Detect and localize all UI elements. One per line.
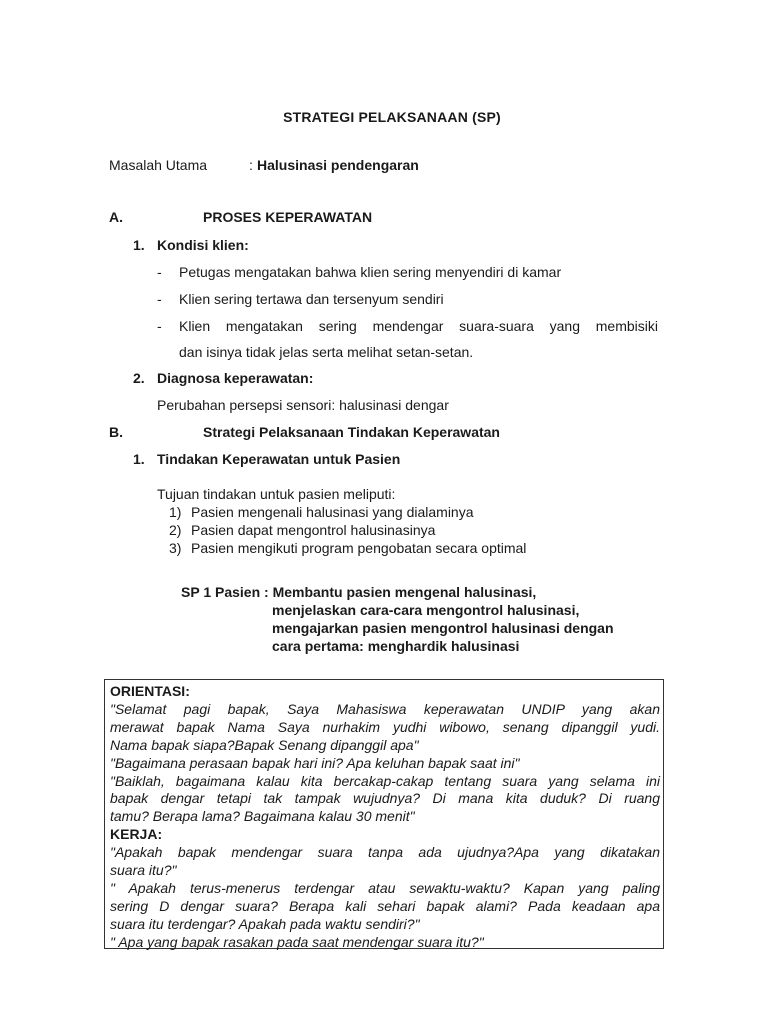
b1-number: 1. <box>133 451 145 467</box>
bullet-text-continuation: dan isinya tidak jelas serta melihat setan-setan. <box>179 344 474 360</box>
kerja-line: suara itu terdengar? Apakah pada waktu sendiri?" <box>110 915 420 932</box>
kerja-line: "Apakah bapak mendengar suara tanpa ada ujudnya?Apa yang dikatakan <box>110 844 660 861</box>
section-a-heading: PROSES KEPERAWATAN <box>203 209 373 225</box>
orientasi-label: ORIENTASI: <box>110 683 190 699</box>
orientasi-line: Nama bapak siapa?Bapak Senang dipanggil apa" <box>110 736 419 753</box>
section-b-letter: B. <box>109 424 123 440</box>
goal-number: 3) <box>169 540 182 556</box>
document-title: STRATEGI PELAKSANAAN (SP) <box>283 109 501 125</box>
masalah-separator: : <box>249 157 253 173</box>
dialog-box <box>104 679 664 949</box>
orientasi-line: merawat bapak Nama Saya nurhakim yudhi wibowo, senang dipanggil yudi. <box>110 718 660 735</box>
orientasi-line: tamu? Berapa lama? Bagaimana kalau 30 menit" <box>110 808 415 825</box>
bullet-text: Klien sering tertawa dan tersenyum sendiri <box>179 291 444 307</box>
kerja-line: " Apakah terus-menerus terdengar atau sewaktu-waktu? Kapan yang paling <box>110 879 660 896</box>
a2-number: 2. <box>133 370 145 386</box>
kerja-line: sering D dengar suara? Berapa kali sehari bapak alami? Pada keadaan apa <box>110 897 660 914</box>
goal-text: Pasien mengikuti program pengobatan secara optimal <box>191 540 527 556</box>
goal-text: Pasien dapat mengontrol halusinasinya <box>191 522 436 538</box>
orientasi-line: "Selamat pagi bapak, Saya Mahasiswa keperawatan UNDIP yang akan <box>110 700 660 717</box>
orientasi-line: "Bagaimana perasaan bapak hari ini? Apa keluhan bapak saat ini" <box>110 754 520 771</box>
goal-text: Pasien mengenali halusinasi yang dialaminya <box>191 504 474 520</box>
a2-label: Diagnosa keperawatan: <box>157 370 314 386</box>
a1-label: Kondisi klien: <box>157 237 249 253</box>
orientasi-line: bapak dengar tetapi tak tampak wujudnya? Di mana kita duduk? Di ruang <box>110 790 660 807</box>
sp1-line: cara pertama: menghardik halusinasi <box>272 638 520 654</box>
a2-text: Perubahan persepsi sensori: halusinasi dengar <box>157 397 449 413</box>
b1-label: Tindakan Keperawatan untuk Pasien <box>157 451 401 467</box>
section-b-heading: Strategi Pelaksanaan Tindakan Keperawatan <box>203 424 500 440</box>
goals-intro: Tujuan tindakan untuk pasien meliputi: <box>157 486 396 502</box>
bullet-dash: - <box>157 318 162 334</box>
kerja-line: suara itu?" <box>110 862 177 879</box>
kerja-label: KERJA: <box>110 826 163 843</box>
sp1-line: SP 1 Pasien : Membantu pasien mengenal halusinasi, <box>181 584 537 600</box>
kerja-line: " Apa yang bapak rasakan pada saat mendengar suara itu?" <box>110 933 484 950</box>
orientasi-line: "Baiklah, bagaimana kalau kita bercakap-cakap tentang suara yang selama ini <box>110 772 660 789</box>
bullet-text: Petugas mengatakan bahwa klien sering menyendiri di kamar <box>179 264 562 280</box>
masalah-value: Halusinasi pendengaran <box>257 157 419 173</box>
section-a-letter: A. <box>109 209 123 225</box>
sp1-line: mengajarkan pasien mengontrol halusinasi dengan <box>272 620 614 636</box>
bullet-dash: - <box>157 291 162 307</box>
goal-number: 1) <box>169 504 182 520</box>
masalah-label: Masalah Utama <box>109 157 208 173</box>
sp1-line: menjelaskan cara-cara mengontrol halusinasi, <box>272 602 580 618</box>
a1-number: 1. <box>133 237 145 253</box>
goal-number: 2) <box>169 522 182 538</box>
bullet-dash: - <box>157 264 162 280</box>
bullet-text: Klien mengatakan sering mendengar suara-suara yang membisiki <box>179 318 658 334</box>
